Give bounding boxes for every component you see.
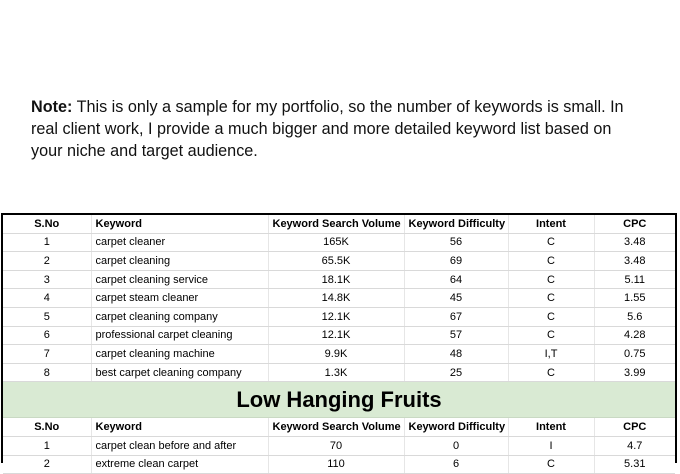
column-header-intent: Intent (508, 418, 594, 437)
table-row (3, 252, 675, 271)
cell-sno: 3 (3, 270, 91, 289)
cell-sno: 4 (3, 289, 91, 308)
table-row (3, 307, 675, 326)
keyword-sheet (1, 213, 677, 471)
keyword-table (3, 215, 675, 474)
cell-cpc: 4.7 (594, 436, 675, 455)
cell-intent: C (508, 307, 594, 326)
cell-intent: C (508, 455, 594, 474)
cell-search-volume: 165K (268, 233, 404, 252)
cell-difficulty: 57 (404, 326, 508, 345)
table-row (3, 363, 675, 382)
cell-difficulty: 69 (404, 252, 508, 271)
cell-search-volume: 12.1K (268, 307, 404, 326)
column-header-sno: S.No (3, 418, 91, 437)
keyword-table-body (3, 215, 675, 474)
cell-sno: 2 (3, 455, 91, 474)
header-row (3, 418, 675, 437)
cell-keyword: extreme clean carpet (91, 455, 268, 474)
table-row (3, 326, 675, 345)
column-header-difficulty: Keyword Difficulty (404, 215, 508, 233)
cell-search-volume: 65.5K (268, 252, 404, 271)
cell-search-volume: 9.9K (268, 345, 404, 364)
cell-keyword: best carpet cleaning company (91, 363, 268, 382)
cell-cpc: 0.75 (594, 345, 675, 364)
cell-intent: C (508, 289, 594, 308)
note-label: Note: (31, 98, 73, 116)
cell-cpc: 3.48 (594, 252, 675, 271)
cell-difficulty: 0 (404, 436, 508, 455)
cell-sno: 2 (3, 252, 91, 271)
cell-difficulty: 45 (404, 289, 508, 308)
cell-cpc: 4.28 (594, 326, 675, 345)
cell-keyword: carpet cleaning company (91, 307, 268, 326)
table-row (3, 233, 675, 252)
column-header-intent: Intent (508, 215, 594, 233)
cell-cpc: 5.6 (594, 307, 675, 326)
cell-search-volume: 12.1K (268, 326, 404, 345)
cell-sno: 8 (3, 363, 91, 382)
note-text: This is only a sample for my portfolio, so the number of keywords is small. In real client work, I provide a much bigger and more detailed keyword list based on your niche and target audience. (31, 98, 624, 160)
cell-search-volume: 1.3K (268, 363, 404, 382)
portfolio-note (31, 96, 631, 162)
cell-intent: I (508, 436, 594, 455)
cell-search-volume: 18.1K (268, 270, 404, 289)
column-header-cpc: CPC (594, 418, 675, 437)
cell-search-volume: 14.8K (268, 289, 404, 308)
cell-sno: 7 (3, 345, 91, 364)
table-row (3, 345, 675, 364)
cell-intent: I,T (508, 345, 594, 364)
column-header-difficulty: Keyword Difficulty (404, 418, 508, 437)
cell-cpc: 1.55 (594, 289, 675, 308)
cell-keyword: carpet cleaning service (91, 270, 268, 289)
column-header-search-volume: Keyword Search Volume (268, 418, 404, 437)
column-header-sno: S.No (3, 215, 91, 233)
cell-difficulty: 56 (404, 233, 508, 252)
column-header-search-volume: Keyword Search Volume (268, 215, 404, 233)
cell-keyword: carpet steam cleaner (91, 289, 268, 308)
cell-difficulty: 48 (404, 345, 508, 364)
table-row (3, 455, 675, 474)
cell-cpc: 5.11 (594, 270, 675, 289)
cell-sno: 6 (3, 326, 91, 345)
cell-sno: 5 (3, 307, 91, 326)
cell-search-volume: 110 (268, 455, 404, 474)
cell-keyword: carpet cleaning (91, 252, 268, 271)
cell-difficulty: 67 (404, 307, 508, 326)
section-banner-title: Low Hanging Fruits (3, 382, 675, 418)
table-row (3, 289, 675, 308)
cell-search-volume: 70 (268, 436, 404, 455)
table-row (3, 270, 675, 289)
cell-cpc: 5.31 (594, 455, 675, 474)
column-header-keyword: Keyword (91, 418, 268, 437)
cell-intent: C (508, 326, 594, 345)
cell-keyword: professional carpet cleaning (91, 326, 268, 345)
column-header-keyword: Keyword (91, 215, 268, 233)
cell-difficulty: 64 (404, 270, 508, 289)
cell-cpc: 3.48 (594, 233, 675, 252)
cell-difficulty: 25 (404, 363, 508, 382)
section-banner-row (3, 382, 675, 418)
cell-sno: 1 (3, 436, 91, 455)
cell-intent: C (508, 363, 594, 382)
cell-sno: 1 (3, 233, 91, 252)
column-header-cpc: CPC (594, 215, 675, 233)
cell-intent: C (508, 270, 594, 289)
header-row (3, 215, 675, 233)
cell-cpc: 3.99 (594, 363, 675, 382)
table-row (3, 436, 675, 455)
cell-intent: C (508, 233, 594, 252)
cell-intent: C (508, 252, 594, 271)
cell-keyword: carpet cleaning machine (91, 345, 268, 364)
cell-keyword: carpet cleaner (91, 233, 268, 252)
cell-difficulty: 6 (404, 455, 508, 474)
cell-keyword: carpet clean before and after (91, 436, 268, 455)
